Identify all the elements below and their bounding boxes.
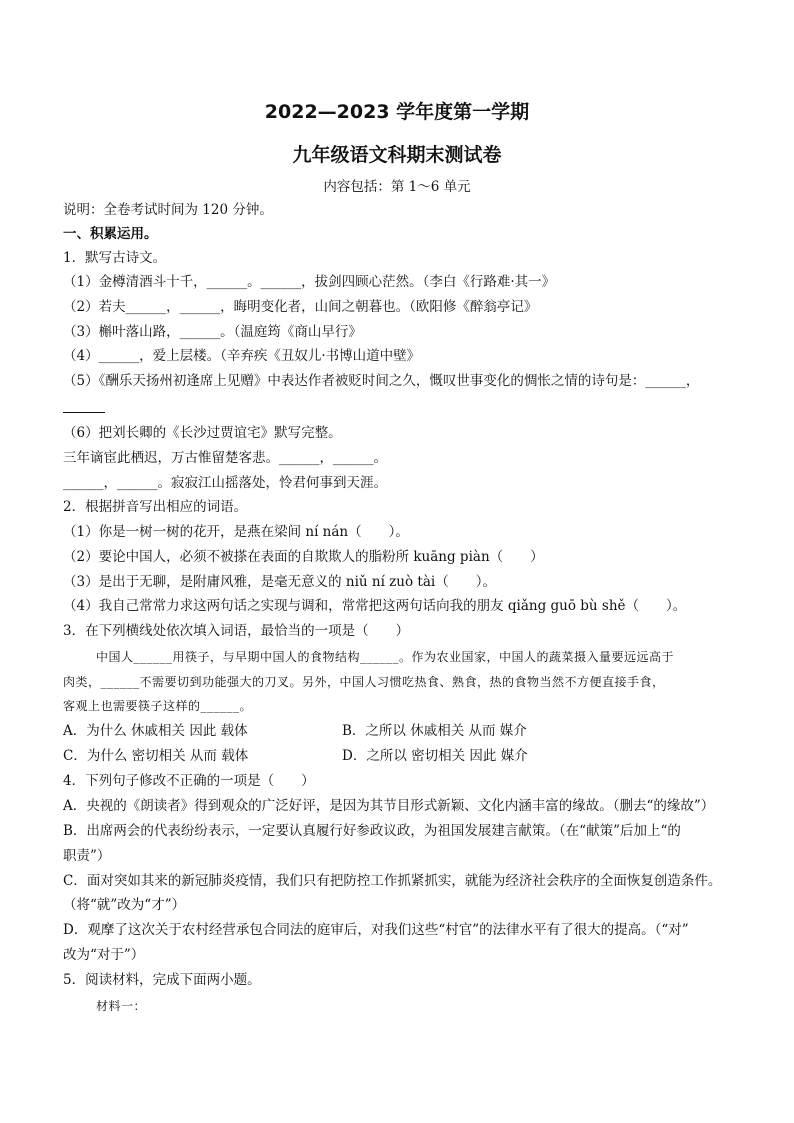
question-4-option-c-continued: （将“就”改为“才”） (63, 897, 186, 913)
question-3-option-d: D．之所以 密切相关 因此 媒介 (342, 748, 528, 764)
question-3-passage-line-1: 中国人______用筷子，与早期中国人的食物结构______。作为农业国家，中国人的蔬菜摄入量要远远高于 (96, 650, 675, 664)
question-4-stem: 4．下列句子修改不正确的一项是（ ） (63, 773, 315, 789)
question-3-option-b: B．之所以 休戚相关 从而 媒介 (342, 723, 527, 739)
question-3-passage-line-2: 肉类，______不需要切到功能强大的刀叉。另外，中国人习惯吃热食、熟食，热的食物当然不方便直接手食， (63, 675, 665, 689)
question-4-option-b-continued: 职责”） (63, 848, 111, 864)
poem-line-2: ______，______。寂寂江山摇落处，怜君何事到天涯。 (63, 475, 387, 491)
exam-subject-title: 九年级语文科期末测试卷 (292, 144, 502, 166)
question-1-stem: 1．默写古诗文。 (63, 250, 167, 266)
question-4-option-a: A．央视的《朗读者》得到观众的广泛好评，是因为其节目形式新颖、文化内涵丰富的缘故。（删去“的缘故”） (63, 798, 715, 814)
question-2-item-4: （4）我自己常常力求这两句话之实现与调和，常常把这两句话向我的朋友 qiǎng guō bù shě（ ）。 (63, 598, 687, 614)
question-3-stem: 3．在下列横线处依次填入词语，最恰当的一项是（ ） (63, 623, 410, 639)
question-4-option-d-continued: 改为“对于”） (63, 947, 145, 963)
content-scope: 内容包括：第 1～6 单元 (323, 179, 471, 195)
question-1-item-1: （1）金樽清酒斗十千，______。______，拔剑四顾心茫然。（李白《行路难·其一》 (63, 274, 556, 290)
question-2-item-1: （1）你是一树一树的花开，是燕在梁间 ní nán（ ）。 (63, 524, 409, 540)
question-2-item-2: （2）要论中国人，必须不被搽在表面的自欺欺人的脂粉所 kuāng piàn（ ） (63, 549, 544, 565)
section-title: 一、积累运用。 (63, 226, 158, 242)
answer-blank-line (63, 412, 105, 413)
question-1-item-6: （6）把刘长卿的《长沙过贾谊宅》默写完整。 (63, 425, 342, 441)
question-3-passage-line-3: 客观上也需要筷子这样的______。 (63, 699, 253, 713)
exam-instructions: 说明：全卷考试时间为 120 分钟。 (63, 202, 273, 218)
question-5-stem: 5．阅读材料，完成下面两小题。 (63, 972, 261, 988)
question-4-option-d: D．观摩了这次关于农村经营承包合同法的庭审后，对我们这些“村官”的法律水平有了很大的提高。（“对” (63, 922, 689, 938)
question-2-stem: 2．根据拼音写出相应的词语。 (63, 499, 248, 515)
material-label: 材料一： (96, 999, 147, 1013)
exam-year-title: 2022—2023 学年度第一学期 (264, 101, 530, 123)
question-1-item-4: （4）______，爱上层楼。（辛弃疾《丑奴儿·书博山道中壁》 (63, 348, 421, 364)
question-1-item-5: （5）《酬乐天扬州初逢席上见赠》中表达作者被贬时间之久，慨叹世事变化的惆怅之情的诗句是：______， (63, 373, 700, 389)
question-3-option-c: C．为什么 密切相关 从而 载体 (63, 748, 249, 764)
question-3-option-a: A．为什么 休戚相关 因此 载体 (63, 723, 248, 739)
question-1-item-3: （3）槲叶落山路，______。（温庭筠《商山早行》 (63, 324, 362, 340)
question-1-item-2: （2）若夫______，______，晦明变化者，山间之朝暮也。（欧阳修《醉翁亭记》 (63, 299, 538, 315)
question-2-item-3: （3）是出于无聊，是附庸风雅，是毫无意义的 niǔ ní zuò tài（ ）。 (63, 574, 496, 590)
question-4-option-b: B．出席两会的代表纷纷表示，一定要认真履行好参政议政，为祖国发展建言献策。（在“献策”后加上“的 (63, 823, 681, 839)
question-4-option-c: C．面对突如其来的新冠肺炎疫情，我们只有把防控工作抓紧抓实，就能为经济社会秩序的全面恢复创造条件。 (63, 873, 722, 889)
poem-line-1: 三年谪宦此栖迟，万古惟留楚客悲。______，______。 (63, 450, 387, 466)
